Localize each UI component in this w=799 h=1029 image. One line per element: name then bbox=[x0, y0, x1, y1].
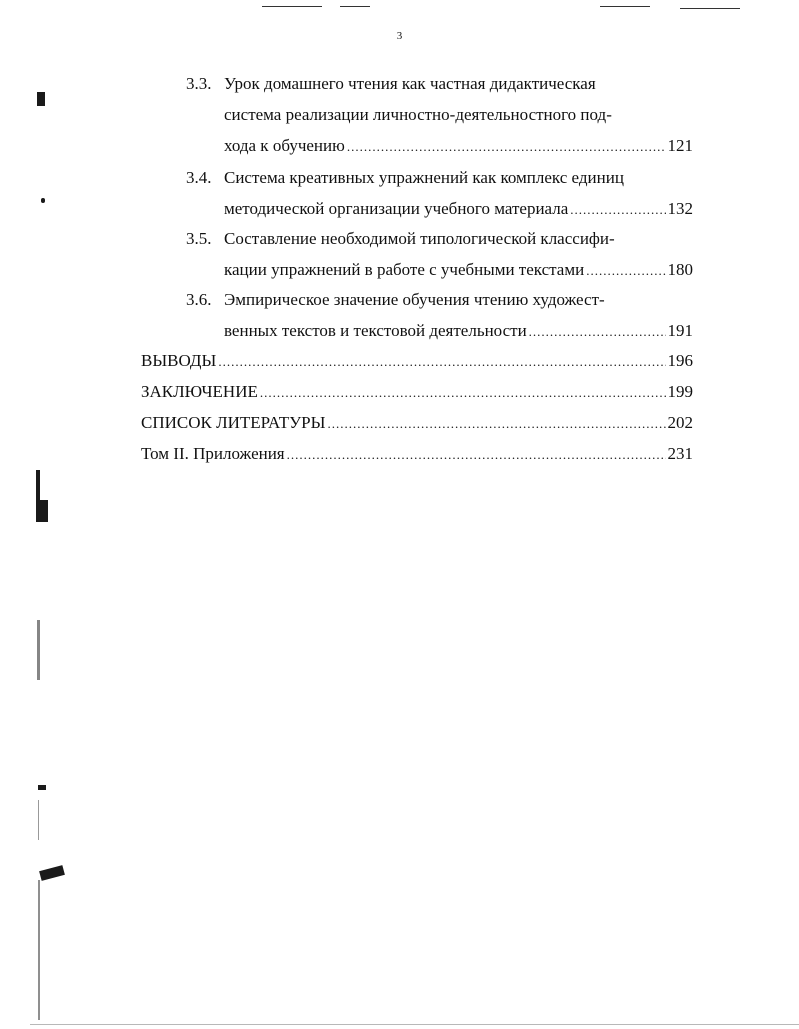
toc-item-text: Урок домашнего чтения как частная дидактическая bbox=[224, 74, 596, 93]
toc-item-text: венных текстов и текстовой деятельности bbox=[224, 321, 527, 340]
toc-item-3-5-line-1 bbox=[186, 228, 615, 250]
toc-item-3-6-line-2 bbox=[224, 320, 693, 342]
leader-dots bbox=[570, 199, 665, 221]
leader-dots bbox=[287, 444, 666, 466]
scan-mark bbox=[38, 785, 46, 790]
toc-item-text: Система креативных упражнений как комплекс единиц bbox=[224, 168, 624, 187]
toc-section-final-remarks bbox=[141, 381, 693, 403]
toc-section-title: Том II. Приложения bbox=[141, 444, 285, 463]
toc-item-3-3-line-3 bbox=[224, 135, 693, 157]
scan-mark bbox=[600, 6, 650, 7]
toc-section-page: 199 bbox=[667, 382, 693, 401]
leader-dots bbox=[218, 351, 665, 373]
scan-mark bbox=[680, 8, 740, 9]
scan-mark bbox=[38, 800, 39, 840]
page-number: 3 bbox=[396, 30, 403, 42]
scan-mark bbox=[30, 1024, 799, 1025]
toc-item-text: система реализации личностно-деятельностного под- bbox=[224, 105, 612, 124]
toc-section-appendices bbox=[141, 443, 693, 465]
scan-mark bbox=[340, 6, 370, 7]
leader-dots bbox=[327, 413, 665, 435]
toc-item-number: 3.5. bbox=[186, 229, 212, 248]
toc-item-3-4-line-2 bbox=[224, 198, 693, 220]
toc-item-number: 3.6. bbox=[186, 290, 212, 309]
toc-section-title: ВЫВОДЫ bbox=[141, 351, 217, 370]
toc-item-text: хода к обучению bbox=[224, 136, 345, 155]
toc-section-conclusions bbox=[141, 350, 693, 372]
toc-item-3-4-line-1 bbox=[186, 167, 624, 189]
toc-section-page: 202 bbox=[667, 413, 693, 432]
toc-item-page: 121 bbox=[667, 136, 693, 155]
scan-mark bbox=[36, 500, 48, 522]
toc-section-bibliography bbox=[141, 412, 693, 434]
toc-item-3-3-line-2 bbox=[224, 104, 612, 126]
scan-mark bbox=[37, 620, 40, 680]
toc-item-text: методической организации учебного материала bbox=[224, 199, 569, 218]
leader-dots bbox=[586, 260, 665, 282]
scan-mark bbox=[37, 92, 45, 106]
toc-item-text: Составление необходимой типологической классифи- bbox=[224, 229, 615, 248]
toc-item-page: 180 bbox=[667, 260, 693, 279]
toc-item-number: 3.4. bbox=[186, 168, 212, 187]
toc-item-3-6-line-1 bbox=[186, 289, 605, 311]
scan-mark bbox=[262, 6, 322, 7]
toc-item-page: 191 bbox=[667, 321, 693, 340]
toc-section-page: 231 bbox=[667, 444, 693, 463]
toc-section-title: ЗАКЛЮЧЕНИЕ bbox=[141, 382, 258, 401]
leader-dots bbox=[529, 321, 666, 343]
toc-item-number: 3.3. bbox=[186, 74, 212, 93]
toc-item-3-5-line-2 bbox=[224, 259, 693, 281]
leader-dots bbox=[260, 382, 666, 404]
leader-dots bbox=[347, 136, 666, 158]
toc-item-page: 132 bbox=[667, 199, 693, 218]
toc-section-title: СПИСОК ЛИТЕРАТУРЫ bbox=[141, 413, 326, 432]
scan-mark bbox=[41, 198, 45, 203]
toc-item-text: Эмпирическое значение обучения чтению художест- bbox=[224, 290, 605, 309]
toc-section-page: 196 bbox=[667, 351, 693, 370]
toc-item-text: кации упражнений в работе с учебными текстами bbox=[224, 260, 585, 279]
toc-item-3-3-line-1 bbox=[186, 73, 596, 95]
scan-mark bbox=[38, 880, 40, 1020]
